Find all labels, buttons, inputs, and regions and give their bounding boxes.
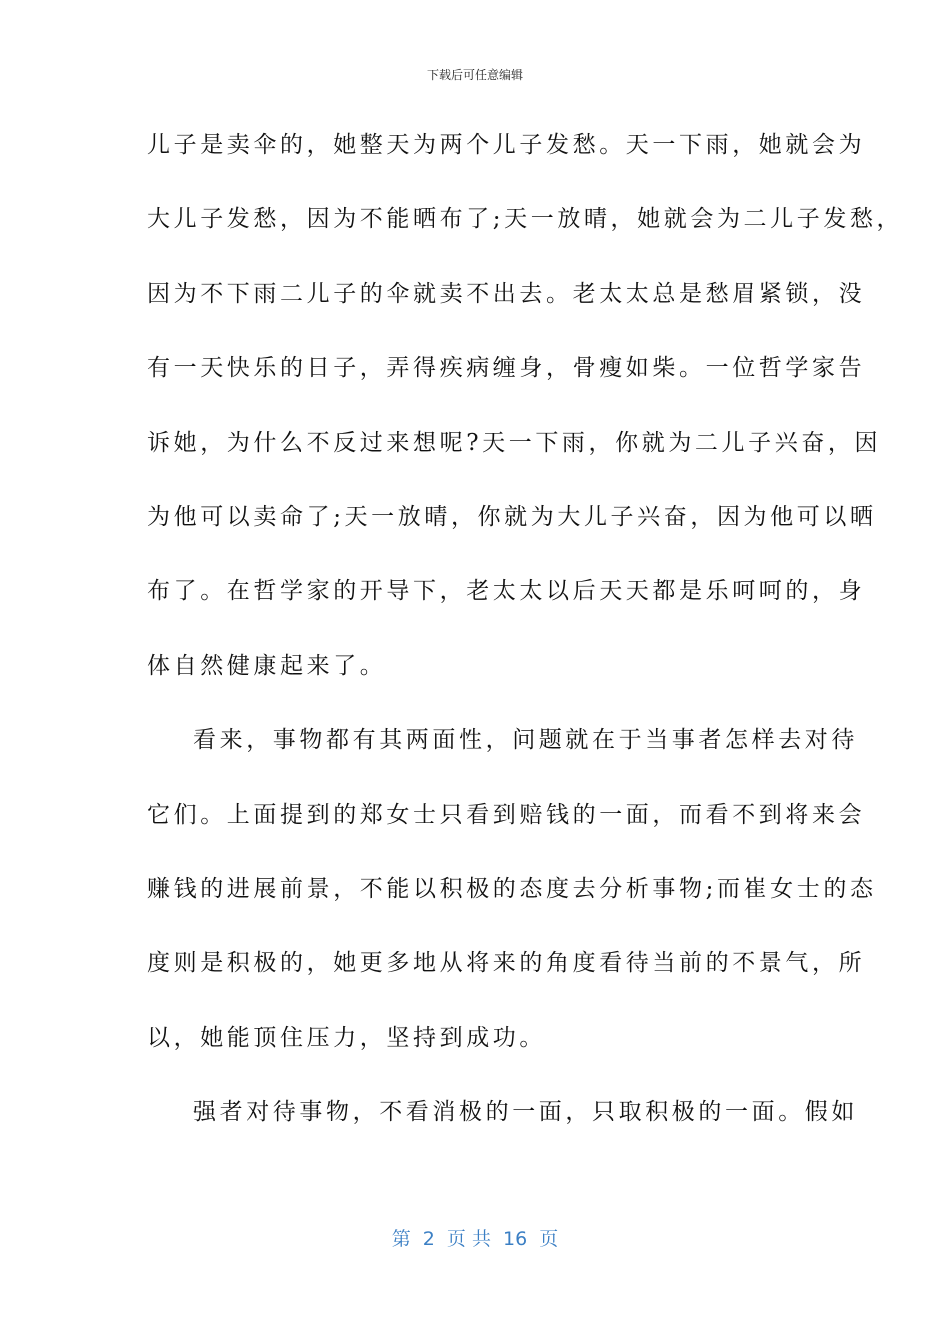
paragraph-1-line-6: 为他可以卖命了;天一放晴，你就为大儿子兴奋，因为他可以晒 [147,503,877,530]
paragraph-3-line-1: 强者对待事物，不看消极的一面，只取积极的一面。假如 [193,1099,858,1126]
paragraph-2-line-3: 赚钱的进展前景，不能以积极的态度去分析事物;而崔女士的态 [147,875,877,902]
page-header: 下载后可任意编辑 [426,68,523,82]
paragraph-1-line-2: 大儿子发愁，因为不能晒布了;天一放晴，她就会为二儿子发愁， [147,206,904,233]
paragraph-2-line-2: 它们。上面提到的郑女士只看到赔钱的一面，而看不到将来会 [147,801,866,828]
paragraph-1-line-1: 儿子是卖伞的，她整天为两个儿子发愁。天一下雨，她就会为 [147,132,866,158]
document-body [147,120,904,1161]
paragraph-2-line-4: 度则是积极的，她更多地从将来的角度看待当前的不景气，所 [147,950,866,977]
paragraph-1-line-7: 布了。在哲学家的开导下，老太太以后天天都是乐呵呵的，身 [147,578,866,605]
paragraph-1-line-4: 有一天快乐的日子，弄得疾病缠身，骨瘦如柴。一位哲学家告 [147,355,866,382]
paragraph-1-line-5: 诉她，为什么不反过来想呢?天一下雨，你就为二儿子兴奋，因 [147,429,882,456]
paragraph-1-line-8: 体自然健康起来了。 [147,652,387,679]
paragraph-2-line-5: 以，她能顶住压力，坚持到成功。 [147,1024,546,1051]
paragraph-1-line-3: 因为不下雨二儿子的伞就卖不出去。老太太总是愁眉紧锁，没 [147,280,866,307]
page-number-footer: 第 2 页 共 16 页 [391,1228,559,1250]
paragraph-2-line-1: 看来，事物都有其两面性，问题就在于当事者怎样去对待 [193,727,858,754]
